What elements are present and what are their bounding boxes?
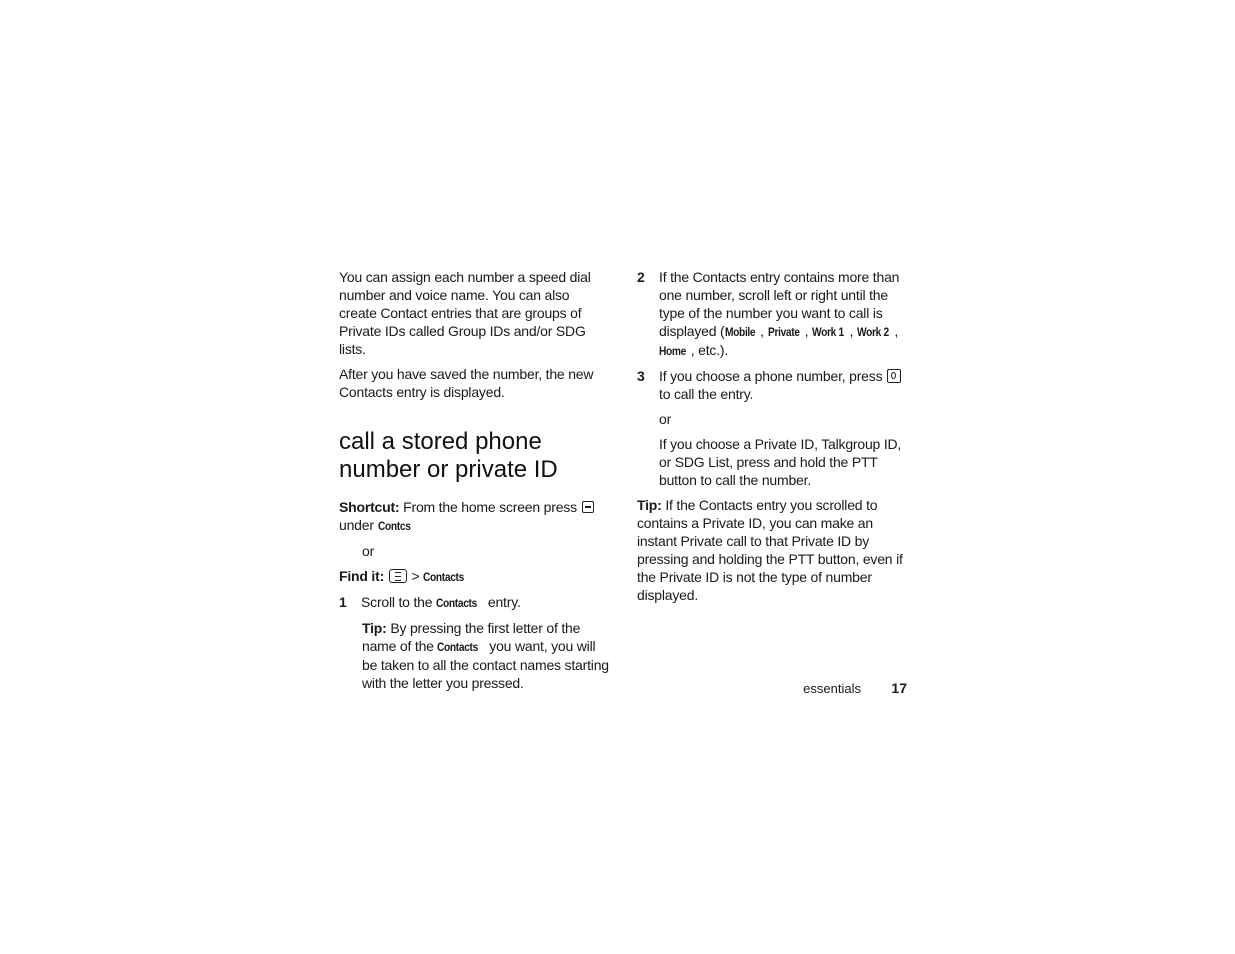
step-1 [339, 593, 609, 612]
step-2-ui-work1: Work 1 [812, 325, 844, 339]
tip-2-label: Tip: [637, 497, 662, 513]
footer-section-name: essentials [803, 681, 861, 696]
step-2-text: If the Contacts entry contains more than one number, scroll left or right until the type of the number you want to call is displayed ( [659, 269, 900, 339]
page-number: 17 [891, 680, 907, 696]
step-3-number: 3 [637, 368, 645, 384]
section-heading [339, 428, 609, 484]
step-1-text-end: entry. [487, 594, 521, 610]
shortcut-paragraph [339, 498, 609, 535]
or-separator-2: or [659, 411, 672, 427]
shortcut-under: under [339, 517, 374, 533]
step-3-text-end: to call the entry. [659, 386, 754, 402]
step-2-ui-work2: Work 2 [856, 325, 889, 339]
menu-key-icon [389, 569, 407, 583]
step-2-comma: , [849, 323, 854, 339]
step-2-comma: , [690, 342, 695, 358]
step-2-number: 2 [637, 269, 645, 285]
step-3-text: If you choose a phone number, press [659, 368, 883, 384]
tip-1 [339, 619, 609, 692]
step-3 [637, 367, 907, 403]
or-separator-1: or [362, 543, 375, 559]
shortcut-label: Shortcut: [339, 499, 400, 515]
step-2-comma: , [760, 323, 764, 339]
step-2-text-end: etc.). [694, 342, 729, 358]
heading-line-1: call a stored phone [339, 428, 542, 455]
step-2-comma: , [894, 323, 899, 339]
step-2-ui-mobile: Mobile [724, 325, 755, 339]
step-3-alternative: If you choose a Private ID, Talkgroup ID, or SDG List, press and hold the PTT button to call the number. [659, 436, 902, 488]
tip-2 [637, 496, 907, 604]
tip-1-label: Tip: [362, 620, 387, 636]
step-2 [637, 268, 907, 360]
step-2-ui-private: Private [767, 325, 800, 339]
tip-2-text: If the Contacts entry you scrolled to contains a Private ID, you can make an instant Private call to that Private ID by pressing and holding the PTT button, even if the Private ID is not the type of number displayed. [637, 497, 903, 603]
softkey-icon [582, 501, 594, 513]
tip-1-text: By pressing the first letter of the name of the [362, 620, 581, 654]
shortcut-ui-label: Contcs [377, 519, 411, 533]
intro-paragraph-2: After you have saved the number, the new Contacts entry is displayed. [339, 366, 594, 400]
right-column [637, 268, 907, 611]
tip-1-ui-label: Contacts [437, 640, 479, 654]
findit-paragraph [339, 567, 609, 586]
heading-line-2: number or private ID [339, 456, 558, 483]
send-key-icon [887, 369, 901, 383]
step-2-comma: , [804, 323, 809, 339]
step-1-text: Scroll to the [361, 594, 433, 610]
findit-ui-label: Contacts [423, 570, 465, 584]
step-1-ui-label: Contacts [436, 596, 477, 610]
tip-1-text-end: you want, you will be taken to all the contact names starting with the letter you pressed. [362, 638, 609, 691]
findit-separator: > [411, 568, 420, 584]
step-1-number: 1 [339, 594, 347, 610]
left-column [339, 268, 609, 699]
page-footer [760, 680, 907, 698]
shortcut-text: From the home screen press [403, 499, 577, 515]
intro-paragraph-1: You can assign each number a speed dial number and voice name. You can also create Contact entries that are groups of Private IDs called Group IDs and/or SDG lists. [339, 269, 591, 357]
findit-label: Find it: [339, 568, 385, 584]
step-2-ui-home: Home [659, 344, 686, 358]
